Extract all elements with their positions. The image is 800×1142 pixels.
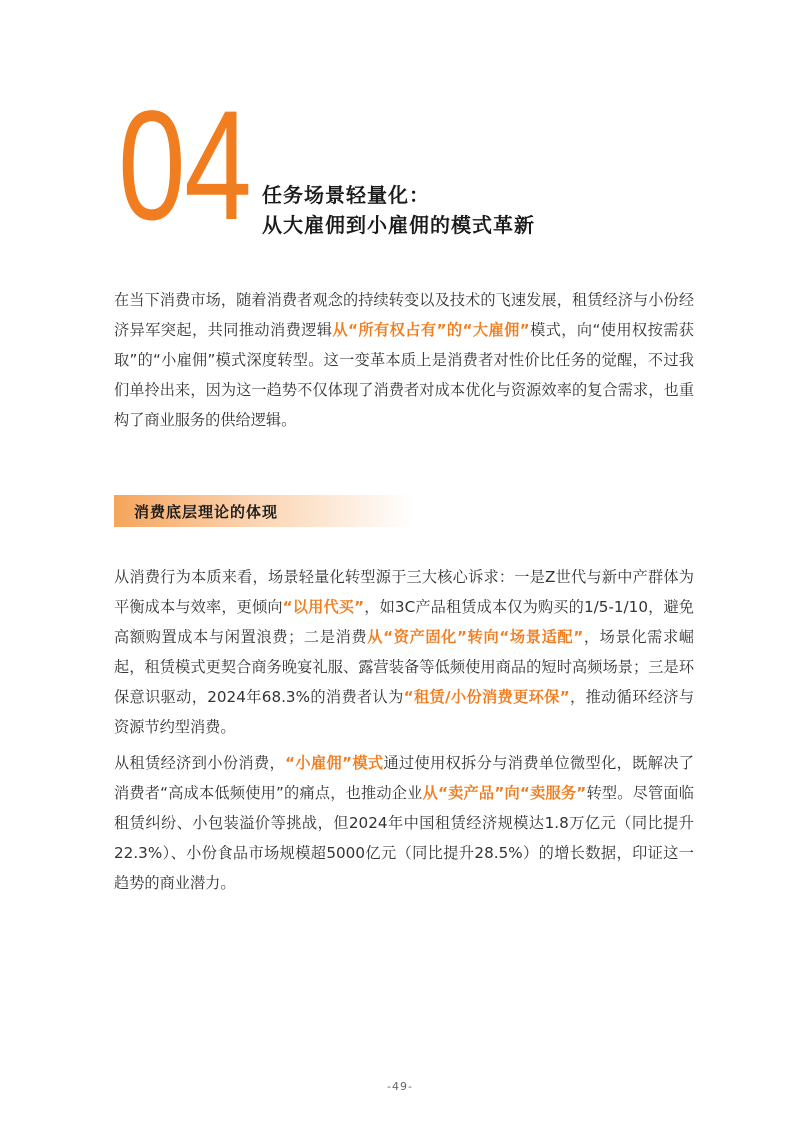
text-span: ，如3C产品租赁成本仅为购买的1/5-1/10，避免高额购置成本与闲置浪费；二是消费 [114, 598, 694, 646]
consumption-paragraph [114, 562, 694, 742]
highlight-text: 从“所有权占有”的“大雇佣” [332, 321, 530, 339]
highlight-text: “小雇佣”模式 [285, 754, 384, 772]
chapter-title [262, 180, 535, 240]
highlight-text: 从“资产固化”转向“场景适配” [367, 628, 584, 646]
intro-paragraph [114, 285, 694, 435]
page-number: -49- [387, 1080, 413, 1093]
chapter-number: 04 [118, 79, 251, 253]
text-span: 从消费行为本质来看，场景轻量化转型源于三大核心诉求：一是Z世代与新中产群体为平衡成本与效率，更倾向 [114, 568, 694, 616]
text-span: 通过使用权拆分与消费单位微型化，既解决了消费者“高成本低频使用”的痛点，也推动企业 [114, 754, 695, 802]
highlight-text: “租赁/小份消费更环保” [403, 688, 570, 706]
text-span: 模式，向“使用权按需获取”的“小雇佣”模式深度转型。这一变革本质上是消费者对性价比任务的觉醒，不过我们单拎出来，因为这一趋势不仅体现了消费者对成本优化与资源效率的复合需求，也重构了商业服务的供给逻辑。 [114, 321, 694, 429]
text-span: 转型。尽管面临租赁纠纷、小包装溢价等挑战，但2024年中国租赁经济规模达1.8万亿元（同比提升22.3%）、小份食品市场规模超5000亿元（同比提升28.5%）的增长数据，印证这一趋势的商业潜力。 [114, 784, 694, 892]
text-span: ，推动循环经济与资源节约型消费。 [114, 688, 694, 736]
text-span: ，场景化需求崛起，租赁模式更契合商务晚宴礼服、露营装备等低频使用商品的短时高频场景；三是环保意识驱动，2024年68.3%的消费者认为 [114, 628, 694, 706]
chapter-title-line1: 任务场景轻量化： [262, 183, 430, 207]
highlight-text: “以用代买” [282, 598, 365, 616]
section-heading [114, 495, 414, 527]
text-span: 从租赁经济到小份消费， [114, 754, 286, 772]
text-span: 在当下消费市场，随着消费者观念的持续转变以及技术的飞速发展，租赁经济与小份经济异军突起，共同推动消费逻辑 [114, 291, 694, 339]
highlight-text: 从“卖产品”向“卖服务” [422, 784, 587, 802]
rental-paragraph [114, 748, 694, 898]
section-heading-label: 消费底层理论的体现 [134, 503, 279, 521]
chapter-header [118, 79, 718, 253]
chapter-title-line2: 从大雇佣到小雇佣的模式革新 [262, 213, 535, 237]
